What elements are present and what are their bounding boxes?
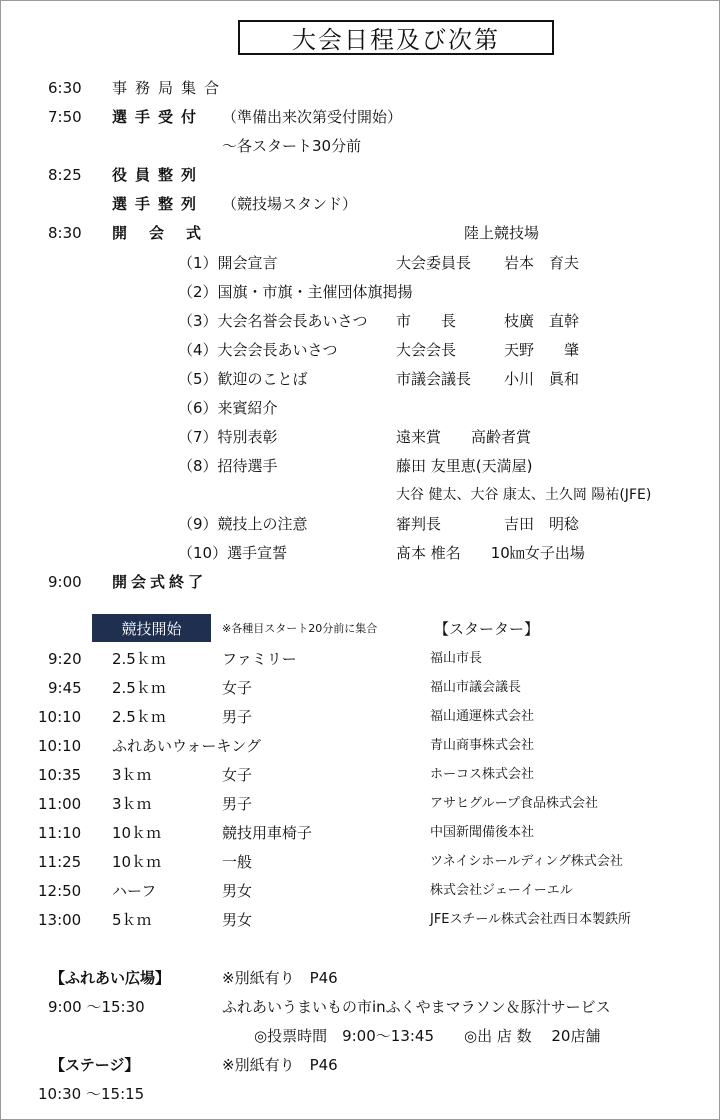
schedule-note: （競技場スタンド） xyxy=(222,195,358,213)
race-time: 13:00 xyxy=(38,911,82,929)
schedule-time: 6:30 xyxy=(48,79,82,97)
race-starter: JFEスチール株式会社西日本製鉄所 xyxy=(430,912,632,927)
race-time: 9:45 xyxy=(48,679,82,697)
ceremony-person: 岩本 育夫 xyxy=(504,254,580,272)
ceremony-role: 遠来賞 高齢者賞 xyxy=(396,428,532,446)
race-row xyxy=(0,763,720,787)
race-category: 男子 xyxy=(222,708,253,726)
ceremony-item xyxy=(0,309,720,333)
race-category: ファミリー xyxy=(222,650,297,668)
stage-reference: ※別紙有り P46 xyxy=(222,1056,338,1074)
ceremony-person: 吉田 明稔 xyxy=(504,515,580,533)
race-category: 競技用車椅子 xyxy=(222,824,313,842)
starter-heading: 【スターター】 xyxy=(434,620,540,638)
race-row xyxy=(0,705,720,729)
race-row xyxy=(0,792,720,816)
schedule-label: 開会式 xyxy=(112,224,224,242)
race-time: 11:25 xyxy=(38,853,82,871)
ceremony-role: 市議会議長 xyxy=(396,370,472,388)
race-time: 12:50 xyxy=(38,882,82,900)
race-starter: ホーコス株式会社 xyxy=(430,767,535,782)
schedule-time: 8:30 xyxy=(48,224,82,242)
race-category: 一般 xyxy=(222,853,253,871)
race-distance: 10ｋｍ xyxy=(112,824,162,842)
race-distance: 5ｋｍ xyxy=(112,911,152,929)
ceremony-role: 大会会長 xyxy=(396,341,457,359)
race-time: 10:10 xyxy=(38,708,82,726)
ceremony-item-title: （10）選手宣誓 xyxy=(178,544,288,562)
schedule-row xyxy=(0,105,720,129)
schedule-note: ～各スタート30分前 xyxy=(222,137,362,155)
race-distance: 2.5ｋｍ xyxy=(112,679,166,697)
ceremony-item-title: （1）開会宣言 xyxy=(178,254,278,272)
schedule-time: 8:25 xyxy=(48,166,82,184)
race-distance: ふれあいウォーキング xyxy=(112,737,261,755)
race-row xyxy=(0,676,720,700)
closing-label: 開会式終了 xyxy=(112,573,208,591)
fureai-heading-row xyxy=(0,966,720,990)
race-category: 女子 xyxy=(222,766,253,784)
schedule-row xyxy=(0,76,720,100)
race-time: 11:10 xyxy=(38,824,82,842)
ceremony-person: 小川 眞和 xyxy=(504,370,580,388)
schedule-row xyxy=(0,134,720,158)
race-time: 9:20 xyxy=(48,650,82,668)
stage-heading-row xyxy=(0,1053,720,1077)
race-time: 10:35 xyxy=(38,766,82,784)
ceremony-role: 藤田 友里恵(天満屋) xyxy=(396,457,533,475)
race-header-note: ※各種目スタート20分前に集合 xyxy=(222,622,378,635)
schedule-row xyxy=(0,221,720,245)
ceremony-item xyxy=(0,396,720,420)
fureai-detail-row xyxy=(0,1024,720,1048)
ceremony-role: 市 長 xyxy=(396,312,457,330)
race-starter: 福山市議会議長 xyxy=(430,680,522,695)
schedule-label: 選手整列 xyxy=(112,195,205,213)
race-distance: 2.5ｋｍ xyxy=(112,650,166,668)
fureai-event-row xyxy=(0,995,720,1019)
fureai-description: ふれあいうまいもの市inふくやまマラソン＆豚汁サービス xyxy=(222,998,611,1016)
closing-time: 9:00 xyxy=(48,573,82,591)
race-starter: 福山市長 xyxy=(430,651,483,666)
ceremony-item xyxy=(0,541,720,565)
race-row xyxy=(0,879,720,903)
fureai-detail: ◎投票時間 9:00～13:45 ◎出 店 数 20店舗 xyxy=(254,1027,601,1045)
schedule-row xyxy=(0,163,720,187)
fureai-time: 9:00 ～15:30 xyxy=(48,998,145,1016)
schedule-note: （準備出来次第受付開始） xyxy=(222,108,403,126)
race-row xyxy=(0,734,720,758)
stage-time-row xyxy=(0,1082,720,1106)
stage-heading: 【ステージ】 xyxy=(50,1056,140,1074)
race-category: 女子 xyxy=(222,679,253,697)
race-row xyxy=(0,850,720,874)
race-time: 11:00 xyxy=(38,795,82,813)
race-distance: ハーフ xyxy=(112,882,157,900)
race-starter: 福山通運株式会社 xyxy=(430,709,535,724)
ceremony-item xyxy=(0,454,720,478)
ceremony-item-title: （5）歓迎のことば xyxy=(178,370,308,388)
race-starter: 青山商事株式会社 xyxy=(430,738,535,753)
race-distance: 2.5ｋｍ xyxy=(112,708,166,726)
ceremony-item xyxy=(0,251,720,275)
race-starter: ツネイシホールディング株式会社 xyxy=(430,854,623,869)
race-distance: 10ｋｍ xyxy=(112,853,162,871)
race-row xyxy=(0,908,720,932)
fureai-reference: ※別紙有り P46 xyxy=(222,969,338,987)
ceremony-item-title: （9）競技上の注意 xyxy=(178,515,308,533)
ceremony-item xyxy=(0,512,720,536)
race-header-row xyxy=(0,617,720,641)
ceremony-item-title: （4）大会会長あいさつ xyxy=(178,341,338,359)
schedule-note: 陸上競技場 xyxy=(464,224,540,242)
race-row xyxy=(0,647,720,671)
schedule-label: 役員整列 xyxy=(112,166,205,184)
ceremony-role: 大谷 健太、大谷 康太、土久岡 陽祐(JFE) xyxy=(396,487,652,503)
ceremony-person: 枝廣 直幹 xyxy=(504,312,580,330)
ceremony-person: 天野 肇 xyxy=(504,341,580,359)
ceremony-item-title: （8）招待選手 xyxy=(178,457,278,475)
ceremony-role: 審判長 xyxy=(396,515,442,533)
race-time: 10:10 xyxy=(38,737,82,755)
closing-row xyxy=(0,570,720,594)
ceremony-item xyxy=(0,280,720,304)
schedule-label: 事務局集合 xyxy=(112,79,228,97)
race-distance: 3ｋｍ xyxy=(112,766,152,784)
race-category: 男子 xyxy=(222,795,253,813)
ceremony-item-title: （6）来賓紹介 xyxy=(178,399,278,417)
race-category: 男女 xyxy=(222,911,253,929)
ceremony-item xyxy=(0,367,720,391)
ceremony-item xyxy=(0,338,720,362)
schedule-time: 7:50 xyxy=(48,108,82,126)
race-row xyxy=(0,821,720,845)
race-starter: アサヒグループ食品株式会社 xyxy=(430,796,598,811)
ceremony-item-title: （3）大会名誉会長あいさつ xyxy=(178,312,368,330)
page-title: 大会日程及び次第 xyxy=(238,20,554,55)
ceremony-item-title: （7）特別表彰 xyxy=(178,428,278,446)
schedule-row xyxy=(0,192,720,216)
race-start-badge: 競技開始 xyxy=(92,614,211,642)
ceremony-role: 髙本 椎名 10㎞女子出場 xyxy=(396,544,585,562)
schedule-label: 選手受付 xyxy=(112,108,205,126)
ceremony-item xyxy=(0,425,720,449)
race-distance: 3ｋｍ xyxy=(112,795,152,813)
race-starter: 中国新聞備後本社 xyxy=(430,825,535,840)
race-category: 男女 xyxy=(222,882,253,900)
ceremony-item xyxy=(0,483,720,507)
fureai-heading: 【ふれあい広場】 xyxy=(50,969,171,987)
race-starter: 株式会社ジェーイーエル xyxy=(430,883,573,898)
ceremony-role: 大会委員長 xyxy=(396,254,472,272)
stage-time: 10:30 ～15:15 xyxy=(38,1085,145,1103)
ceremony-item-title: （2）国旗・市旗・主催団体旗掲揚 xyxy=(178,283,413,301)
